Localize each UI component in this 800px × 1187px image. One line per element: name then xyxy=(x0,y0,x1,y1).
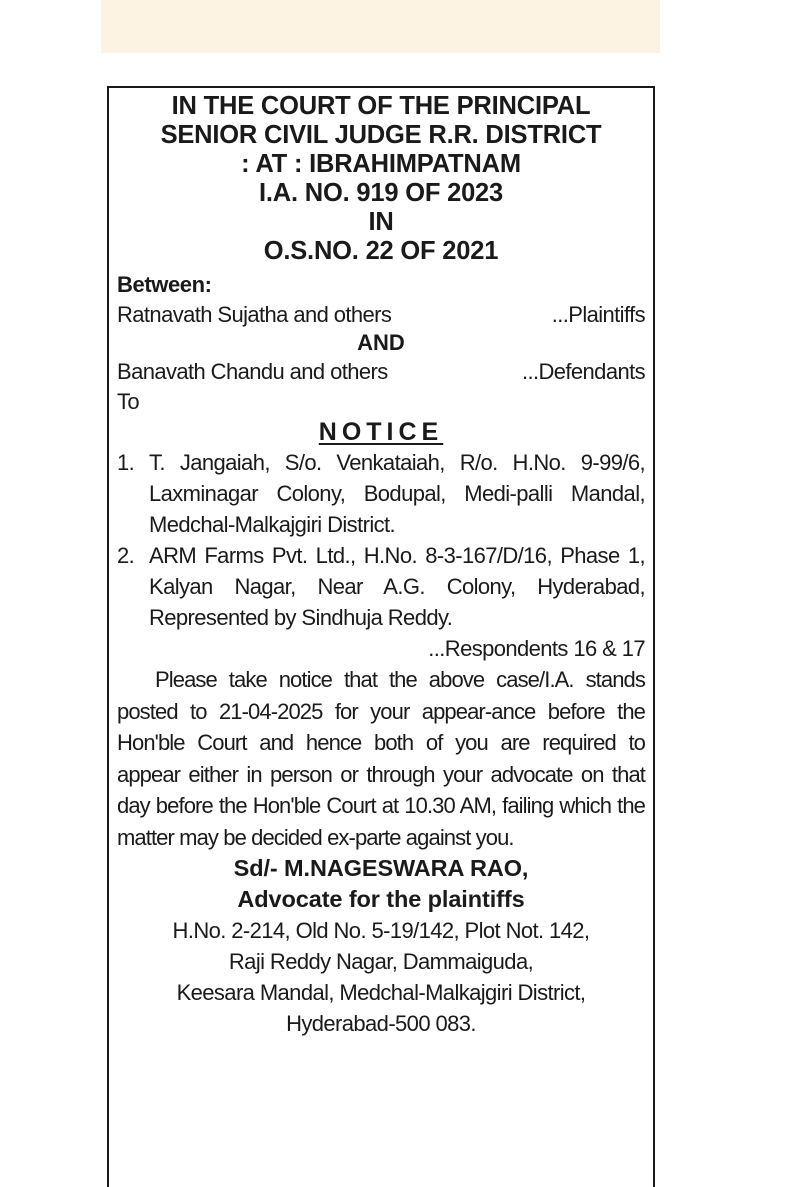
respondent-number: 2. xyxy=(117,543,135,568)
respondent-details: ARM Farms Pvt. Ltd., H.No. 8-3-167/D/16, Phase 1, Kalyan Nagar, Near A.G. Colony, Hyderabad, Represented by Sindhuja Reddy. xyxy=(149,543,645,630)
notice-title xyxy=(117,417,645,447)
notice-title-text: NOTICE xyxy=(318,418,444,446)
court-location: : AT : IBRAHIMPATNAM xyxy=(241,150,521,178)
defendants-name: Banavath Chandu and others xyxy=(117,359,388,384)
between-label: Between: xyxy=(117,272,212,297)
plaintiffs-name: Ratnavath Sujatha and others xyxy=(117,302,392,327)
signature-name: Sd/- M.NAGESWARA RAO, xyxy=(233,855,529,881)
respondent-number: 1. xyxy=(117,450,135,475)
signature-role: Advocate for the plaintiffs xyxy=(237,886,525,912)
os-number: O.S.NO. 22 OF 2021 xyxy=(263,237,499,265)
plaintiffs-label: ...Plaintiffs xyxy=(551,302,645,327)
court-title-line-1: IN THE COURT OF THE PRINCIPAL xyxy=(171,92,591,120)
respondent-item xyxy=(117,540,645,633)
respondent-list xyxy=(117,447,645,633)
top-cream-panel xyxy=(101,0,660,53)
court-title-line-2: SENIOR CIVIL JUDGE R.R. DISTRICT xyxy=(160,121,602,149)
address-line-2: Raji Reddy Nagar, Dammaiguda, xyxy=(228,949,534,974)
address-line-3: Keesara Mandal, Medchal-Malkajgiri District, xyxy=(176,980,586,1005)
defendants-row xyxy=(117,356,645,387)
defendants-label: ...Defendants xyxy=(521,359,645,384)
ia-number: I.A. NO. 919 OF 2023 xyxy=(258,179,504,207)
address-line-4: Hyderabad-500 083. xyxy=(286,1011,476,1036)
and-label: AND xyxy=(357,330,405,355)
address-line-1: H.No. 2-214, Old No. 5-19/142, Plot Not. 142, xyxy=(172,918,590,943)
plaintiffs-row xyxy=(117,299,645,330)
notice-body: Please take notice that the above case/I.A. stands posted to 21-04-2025 for your appear-ance before the Hon'ble Court and hence both of you are required to appear either in person or through your advocate on that day before the Hon'ble Court at 10.30 AM, failing which the matter may be decided ex-parte against you. xyxy=(117,667,645,850)
court-header xyxy=(117,92,645,266)
to-label: To xyxy=(117,389,140,414)
advocate-address xyxy=(117,915,645,1039)
respondent-details: T. Jangaiah, S/o. Venkataiah, R/o. H.No. 9-99/6, Laxminagar Colony, Bodupal, Medi-palli Mandal, Medchal-Malkajgiri District. xyxy=(149,450,645,537)
respondents-label: ...Respondents 16 & 17 xyxy=(428,636,645,661)
court-notice xyxy=(107,86,655,1187)
respondent-item xyxy=(117,447,645,540)
in-label: IN xyxy=(368,208,394,236)
